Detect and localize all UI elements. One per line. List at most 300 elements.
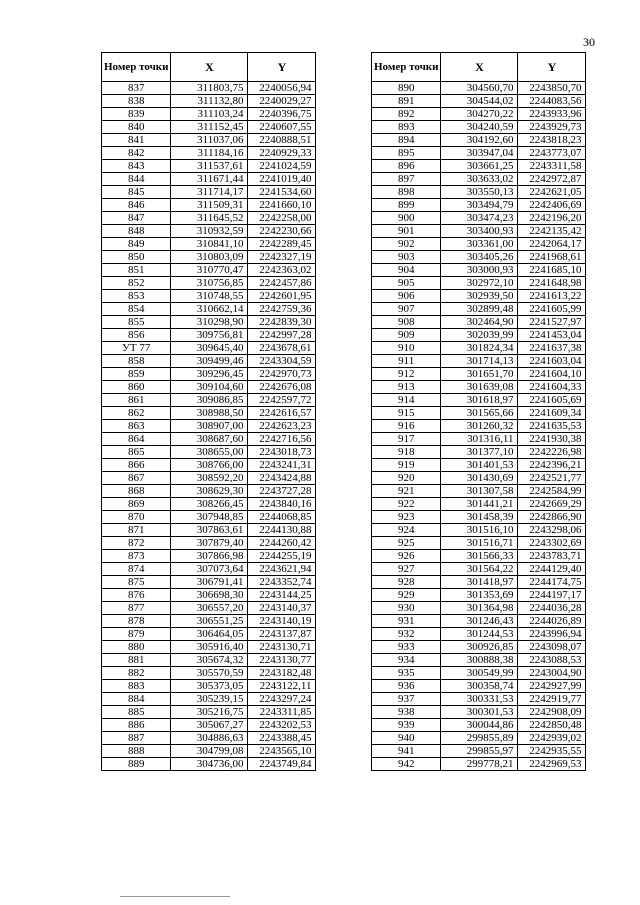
y-cell: 2242396,21: [518, 459, 586, 472]
y-cell: 2242289,45: [248, 238, 316, 251]
y-cell: 2243311,58: [518, 160, 586, 173]
point-number-cell: 936: [372, 680, 441, 693]
y-cell: 2241605,69: [518, 394, 586, 407]
table-row: [372, 680, 586, 693]
table-row: [372, 667, 586, 680]
y-cell: 2241609,34: [518, 407, 586, 420]
y-cell: 2243298,06: [518, 524, 586, 537]
x-cell: 302899,48: [441, 303, 518, 316]
header-x: X: [441, 53, 518, 82]
x-cell: 306698,30: [171, 589, 248, 602]
table-row: [372, 732, 586, 745]
point-number-cell: 907: [372, 303, 441, 316]
point-number-cell: 925: [372, 537, 441, 550]
table-body-right: [372, 82, 586, 771]
y-cell: 2241604,33: [518, 381, 586, 394]
point-number-cell: 921: [372, 485, 441, 498]
y-cell: 2242623,23: [248, 420, 316, 433]
table-row: [102, 407, 316, 420]
x-cell: 301401,53: [441, 459, 518, 472]
table-row: [372, 108, 586, 121]
y-cell: 2243727,28: [248, 485, 316, 498]
point-number-cell: 882: [102, 667, 171, 680]
y-cell: 2240396,75: [248, 108, 316, 121]
point-number-cell: 920: [372, 472, 441, 485]
point-number-cell: 876: [102, 589, 171, 602]
point-number-cell: 922: [372, 498, 441, 511]
y-cell: 2242935,55: [518, 745, 586, 758]
x-cell: 301353,69: [441, 589, 518, 602]
x-cell: 303550,13: [441, 186, 518, 199]
point-number-cell: 923: [372, 511, 441, 524]
point-number-cell: 840: [102, 121, 171, 134]
x-cell: 301246,43: [441, 615, 518, 628]
y-cell: 2241453,04: [518, 329, 586, 342]
y-cell: 2242969,53: [518, 758, 586, 771]
table-row: [102, 719, 316, 732]
table-row: [102, 225, 316, 238]
y-cell: 2243140,37: [248, 602, 316, 615]
point-number-cell: 917: [372, 433, 441, 446]
point-number-cell: 911: [372, 355, 441, 368]
table-row: [372, 316, 586, 329]
y-cell: 2241660,10: [248, 199, 316, 212]
x-cell: 303947,04: [441, 147, 518, 160]
point-number-cell: 878: [102, 615, 171, 628]
point-number-cell: 881: [102, 654, 171, 667]
point-number-cell: 880: [102, 641, 171, 654]
x-cell: 301364,98: [441, 602, 518, 615]
table-row: [372, 147, 586, 160]
point-number-cell: 914: [372, 394, 441, 407]
y-cell: 2241685,10: [518, 264, 586, 277]
y-cell: 2243088,53: [518, 654, 586, 667]
point-number-cell: 845: [102, 186, 171, 199]
y-cell: 2244068,85: [248, 511, 316, 524]
table-row: [102, 199, 316, 212]
point-number-cell: 853: [102, 290, 171, 303]
table-row: [102, 641, 316, 654]
point-number-cell: 887: [102, 732, 171, 745]
point-number-cell: 844: [102, 173, 171, 186]
x-cell: 300926,85: [441, 641, 518, 654]
x-cell: 309296,45: [171, 368, 248, 381]
point-number-cell: 899: [372, 199, 441, 212]
x-cell: 305373,05: [171, 680, 248, 693]
x-cell: 308629,30: [171, 485, 248, 498]
table-row: [102, 95, 316, 108]
y-cell: 2242919,77: [518, 693, 586, 706]
table-row: [372, 95, 586, 108]
y-cell: 2242457,86: [248, 277, 316, 290]
point-number-cell: 847: [102, 212, 171, 225]
y-cell: 2242258,00: [248, 212, 316, 225]
x-cell: 301418,97: [441, 576, 518, 589]
y-cell: 2242939,02: [518, 732, 586, 745]
point-number-cell: 935: [372, 667, 441, 680]
y-cell: 2243850,70: [518, 82, 586, 95]
x-cell: 301260,32: [441, 420, 518, 433]
y-cell: 2242997,28: [248, 329, 316, 342]
header-x: X: [171, 53, 248, 82]
table-header-row: [372, 53, 586, 82]
y-cell: 2241527,97: [518, 316, 586, 329]
x-cell: 310770,47: [171, 264, 248, 277]
x-cell: 306557,20: [171, 602, 248, 615]
y-cell: 2242616,57: [248, 407, 316, 420]
point-number-cell: 874: [102, 563, 171, 576]
y-cell: 2241019,40: [248, 173, 316, 186]
table-row: [372, 238, 586, 251]
table-row: [372, 745, 586, 758]
y-cell: 2243018,73: [248, 446, 316, 459]
y-cell: 2243202,53: [248, 719, 316, 732]
x-cell: 305239,15: [171, 693, 248, 706]
point-number-cell: 912: [372, 368, 441, 381]
table-row: [372, 160, 586, 173]
table-row: [102, 394, 316, 407]
x-cell: 307879,40: [171, 537, 248, 550]
y-cell: 2243122,11: [248, 680, 316, 693]
point-number-cell: 940: [372, 732, 441, 745]
x-cell: 303400,93: [441, 225, 518, 238]
point-number-cell: 841: [102, 134, 171, 147]
table-row: [372, 719, 586, 732]
x-cell: 307948,85: [171, 511, 248, 524]
point-number-cell: 915: [372, 407, 441, 420]
table-row: [102, 628, 316, 641]
table-row: [102, 706, 316, 719]
table-row: [372, 212, 586, 225]
x-cell: 305570,59: [171, 667, 248, 680]
point-number-cell: 889: [102, 758, 171, 771]
x-cell: 301618,97: [441, 394, 518, 407]
table-row: [102, 433, 316, 446]
y-cell: 2242584,99: [518, 485, 586, 498]
x-cell: 301516,10: [441, 524, 518, 537]
table-row: [372, 758, 586, 771]
y-cell: 2241930,38: [518, 433, 586, 446]
y-cell: 2240888,51: [248, 134, 316, 147]
x-cell: 300358,74: [441, 680, 518, 693]
table-row: [102, 459, 316, 472]
x-cell: 302039,99: [441, 329, 518, 342]
x-cell: 310932,59: [171, 225, 248, 238]
x-cell: 301564,22: [441, 563, 518, 576]
x-cell: 303633,02: [441, 173, 518, 186]
x-cell: 301458,39: [441, 511, 518, 524]
table-body-left: [102, 82, 316, 771]
table-row: [102, 498, 316, 511]
y-cell: 2243773,07: [518, 147, 586, 160]
x-cell: 308766,00: [171, 459, 248, 472]
table-row: [372, 589, 586, 602]
x-cell: 302939,50: [441, 290, 518, 303]
y-cell: 2242064,17: [518, 238, 586, 251]
y-cell: 2242363,02: [248, 264, 316, 277]
x-cell: 300331,53: [441, 693, 518, 706]
y-cell: 2243749,84: [248, 758, 316, 771]
table-row: [102, 745, 316, 758]
table-row: [102, 654, 316, 667]
table-row: [102, 186, 316, 199]
point-number-cell: 918: [372, 446, 441, 459]
point-number-cell: 854: [102, 303, 171, 316]
x-cell: 307863,61: [171, 524, 248, 537]
y-cell: 2242601,95: [248, 290, 316, 303]
point-number-cell: 900: [372, 212, 441, 225]
point-number-cell: 839: [102, 108, 171, 121]
point-number-cell: 937: [372, 693, 441, 706]
x-cell: 301430,69: [441, 472, 518, 485]
y-cell: 2242908,09: [518, 706, 586, 719]
table-row: [102, 667, 316, 680]
x-cell: 310803,09: [171, 251, 248, 264]
point-number-cell: 896: [372, 160, 441, 173]
y-cell: 2243565,10: [248, 745, 316, 758]
table-row: [102, 615, 316, 628]
point-number-cell: 865: [102, 446, 171, 459]
x-cell: 303000,93: [441, 264, 518, 277]
table-row: [102, 264, 316, 277]
table-row: [102, 758, 316, 771]
x-cell: 303405,26: [441, 251, 518, 264]
table-row: [102, 147, 316, 160]
y-cell: 2243933,96: [518, 108, 586, 121]
point-number-cell: 897: [372, 173, 441, 186]
y-cell: 2243137,87: [248, 628, 316, 641]
table-row: [372, 563, 586, 576]
table-row: [102, 680, 316, 693]
point-number-cell: 916: [372, 420, 441, 433]
x-cell: 305067,27: [171, 719, 248, 732]
x-cell: 300301,53: [441, 706, 518, 719]
coordinates-table-left: [101, 52, 316, 771]
point-number-cell: 898: [372, 186, 441, 199]
y-cell: 2243182,48: [248, 667, 316, 680]
table-row: [372, 628, 586, 641]
x-cell: 306551,25: [171, 615, 248, 628]
table-row: [372, 277, 586, 290]
point-number-cell: 872: [102, 537, 171, 550]
footer-rule: [120, 896, 230, 897]
y-cell: 2243004,90: [518, 667, 586, 680]
point-number-cell: 864: [102, 433, 171, 446]
table-row: [102, 576, 316, 589]
page-number: 30: [583, 35, 595, 49]
x-cell: 309104,60: [171, 381, 248, 394]
x-cell: 304799,08: [171, 745, 248, 758]
table-header-row: [102, 53, 316, 82]
table-row: [102, 121, 316, 134]
point-number-cell: 848: [102, 225, 171, 238]
point-number-cell: 930: [372, 602, 441, 615]
y-cell: 2243388,45: [248, 732, 316, 745]
y-cell: 2241604,10: [518, 368, 586, 381]
y-cell: 2244255,19: [248, 550, 316, 563]
y-cell: 2241648,98: [518, 277, 586, 290]
y-cell: 2242135,42: [518, 225, 586, 238]
table-row: [372, 472, 586, 485]
y-cell: 2242521,77: [518, 472, 586, 485]
table-row: [372, 186, 586, 199]
table-row: [102, 82, 316, 95]
point-number-cell: 901: [372, 225, 441, 238]
x-cell: 310841,10: [171, 238, 248, 251]
table-row: [372, 602, 586, 615]
table-row: [102, 290, 316, 303]
point-number-cell: 869: [102, 498, 171, 511]
table-row: [372, 251, 586, 264]
point-number-cell: 858: [102, 355, 171, 368]
table-row: [372, 446, 586, 459]
x-cell: 303661,25: [441, 160, 518, 173]
y-cell: 2241968,61: [518, 251, 586, 264]
table-row: [102, 550, 316, 563]
table-row: [102, 446, 316, 459]
x-cell: 301565,66: [441, 407, 518, 420]
point-number-cell: 849: [102, 238, 171, 251]
table-row: [372, 368, 586, 381]
point-number-cell: 862: [102, 407, 171, 420]
y-cell: 2243424,88: [248, 472, 316, 485]
table-row: [102, 160, 316, 173]
table-row: [372, 524, 586, 537]
x-cell: 310748,55: [171, 290, 248, 303]
x-cell: 299855,97: [441, 745, 518, 758]
y-cell: 2242621,05: [518, 186, 586, 199]
x-cell: 303474,23: [441, 212, 518, 225]
point-number-cell: 934: [372, 654, 441, 667]
y-cell: 2242716,56: [248, 433, 316, 446]
point-number-cell: 941: [372, 745, 441, 758]
y-cell: 2243818,23: [518, 134, 586, 147]
y-cell: 2240929,33: [248, 147, 316, 160]
point-number-cell: 884: [102, 693, 171, 706]
x-cell: 308592,20: [171, 472, 248, 485]
y-cell: 2244130,88: [248, 524, 316, 537]
table-row: [372, 615, 586, 628]
x-cell: 311537,61: [171, 160, 248, 173]
y-cell: 2244036,28: [518, 602, 586, 615]
table-row: [102, 303, 316, 316]
point-number-cell: 866: [102, 459, 171, 472]
y-cell: 2244197,17: [518, 589, 586, 602]
y-cell: 2242327,19: [248, 251, 316, 264]
x-cell: 304270,22: [441, 108, 518, 121]
point-number-cell: 919: [372, 459, 441, 472]
y-cell: 2244174,75: [518, 576, 586, 589]
point-number-cell: 938: [372, 706, 441, 719]
table-row: [372, 303, 586, 316]
table-row: [102, 316, 316, 329]
point-number-cell: 846: [102, 199, 171, 212]
y-cell: 2242230,66: [248, 225, 316, 238]
y-cell: 2244083,56: [518, 95, 586, 108]
table-row: [102, 251, 316, 264]
table-row: [102, 238, 316, 251]
y-cell: 2241613,22: [518, 290, 586, 303]
y-cell: 2242597,72: [248, 394, 316, 407]
y-cell: 2240056,94: [248, 82, 316, 95]
point-number-cell: 890: [372, 82, 441, 95]
x-cell: 299778,21: [441, 758, 518, 771]
table-row: [372, 485, 586, 498]
x-cell: 304736,00: [171, 758, 248, 771]
y-cell: 2242927,99: [518, 680, 586, 693]
y-cell: 2241605,99: [518, 303, 586, 316]
y-cell: 2240607,55: [248, 121, 316, 134]
header-point-number: Номер точки: [372, 53, 441, 82]
y-cell: 2241637,38: [518, 342, 586, 355]
table-row: [372, 381, 586, 394]
y-cell: 2243144,25: [248, 589, 316, 602]
point-number-cell: 855: [102, 316, 171, 329]
point-number-cell: 860: [102, 381, 171, 394]
table-row: [102, 589, 316, 602]
y-cell: 2242866,90: [518, 511, 586, 524]
y-cell: 2241534,60: [248, 186, 316, 199]
y-cell: 2243241,31: [248, 459, 316, 472]
x-cell: 299855,89: [441, 732, 518, 745]
table-row: [372, 199, 586, 212]
table-row: [372, 550, 586, 563]
y-cell: 2243098,07: [518, 641, 586, 654]
y-cell: 2244260,42: [248, 537, 316, 550]
y-cell: 2243130,71: [248, 641, 316, 654]
x-cell: 307073,64: [171, 563, 248, 576]
table-row: [102, 342, 316, 355]
point-number-cell: 843: [102, 160, 171, 173]
point-number-cell: 886: [102, 719, 171, 732]
table-row: [372, 706, 586, 719]
table-row: [102, 693, 316, 706]
table-row: [372, 121, 586, 134]
header-y: Y: [248, 53, 316, 82]
x-cell: 301377,10: [441, 446, 518, 459]
header-point-number: Номер точки: [102, 53, 171, 82]
y-cell: 2243352,74: [248, 576, 316, 589]
point-number-cell: 877: [102, 602, 171, 615]
table-row: [102, 563, 316, 576]
table-row: [372, 511, 586, 524]
x-cell: 301651,70: [441, 368, 518, 381]
y-cell: 2243621,94: [248, 563, 316, 576]
point-number-cell: 909: [372, 329, 441, 342]
x-cell: 304560,70: [441, 82, 518, 95]
table-row: [102, 355, 316, 368]
point-number-cell: 932: [372, 628, 441, 641]
x-cell: 300888,38: [441, 654, 518, 667]
x-cell: 303361,00: [441, 238, 518, 251]
table-row: [102, 108, 316, 121]
point-number-cell: 939: [372, 719, 441, 732]
x-cell: 301824,34: [441, 342, 518, 355]
y-cell: 2243840,16: [248, 498, 316, 511]
point-number-cell: 842: [102, 147, 171, 160]
x-cell: 301316,11: [441, 433, 518, 446]
point-number-cell: 873: [102, 550, 171, 563]
x-cell: 309756,81: [171, 329, 248, 342]
y-cell: 2241603,04: [518, 355, 586, 368]
point-number-cell: 902: [372, 238, 441, 251]
y-cell: 2244026,89: [518, 615, 586, 628]
point-number-cell: 904: [372, 264, 441, 277]
point-number-cell: 885: [102, 706, 171, 719]
point-number-cell: 926: [372, 550, 441, 563]
point-number-cell: 893: [372, 121, 441, 134]
point-number-cell: 908: [372, 316, 441, 329]
